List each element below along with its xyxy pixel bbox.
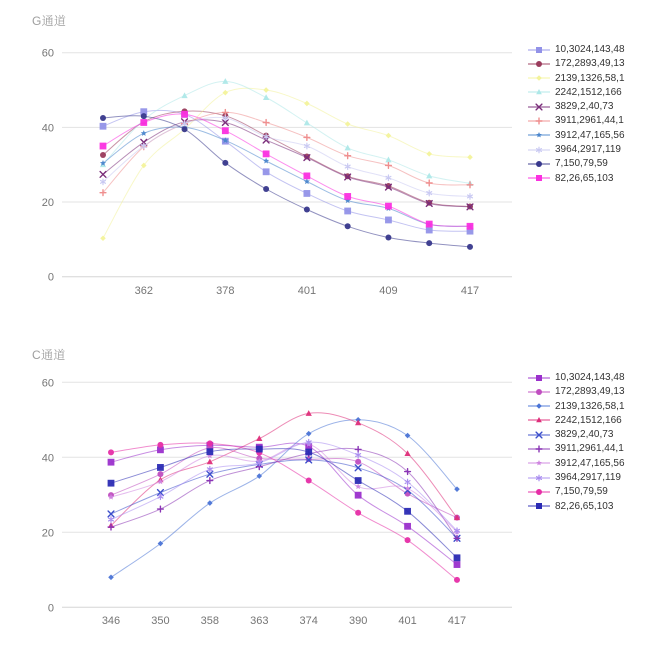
x-tick-label: 417 (447, 615, 467, 627)
legend-item[interactable] (527, 115, 653, 126)
legend-item[interactable] (527, 130, 653, 141)
legend-label: 3911,2961,44,1 (555, 443, 624, 455)
legend-label: 7,150,79,59 (555, 486, 608, 498)
x-tick-label: 401 (297, 285, 317, 297)
legend-marker-icon (527, 430, 551, 440)
legend-item[interactable] (527, 401, 653, 412)
legend-marker-icon (527, 173, 551, 183)
legend-label: 3964,2917,119 (555, 144, 621, 156)
legend-marker-icon (527, 130, 551, 140)
legend-item[interactable] (527, 73, 653, 84)
legend-label: 2139,1326,58,1 (555, 72, 625, 84)
legend-item[interactable] (527, 486, 653, 497)
legend-item[interactable] (527, 44, 653, 55)
g-channel-legend (527, 44, 653, 192)
y-tick-label: 40 (41, 452, 54, 465)
legend-marker-icon (527, 458, 551, 468)
c-channel-chart (0, 329, 653, 658)
legend-marker-icon (527, 59, 551, 69)
legend-label: 7,150,79,59 (555, 158, 608, 170)
x-tick-label: 358 (200, 615, 220, 627)
x-tick-label: 401 (398, 615, 417, 627)
y-tick-label: 20 (41, 527, 54, 540)
series-triangle-markers (100, 78, 473, 186)
legend-label: 3912,47,165,56 (555, 457, 625, 469)
y-tick-label: 60 (41, 47, 54, 60)
legend-item[interactable] (527, 429, 653, 440)
legend-item[interactable] (527, 158, 653, 169)
legend-marker-icon (527, 473, 551, 483)
legend-label: 2242,1512,166 (555, 86, 622, 98)
legend-item[interactable] (527, 458, 653, 469)
legend-marker-icon (527, 373, 551, 383)
y-tick-label: 0 (47, 271, 54, 284)
legend-label: 3829,2,40,73 (555, 101, 614, 113)
x-tick-label: 374 (299, 615, 318, 627)
g-channel-title: G通道 (32, 14, 67, 28)
legend-item[interactable] (527, 173, 653, 184)
legend-marker-icon (527, 116, 551, 126)
legend-label: 10,3024,143,48 (555, 372, 625, 383)
legend-marker-icon (527, 415, 551, 425)
legend-marker-icon (527, 387, 551, 397)
legend-label: 172,2893,49,13 (555, 58, 625, 70)
series-square-markers (100, 111, 474, 230)
c-channel-legend (527, 372, 653, 520)
legend-label: 3911,2961,44,1 (555, 115, 624, 127)
series-circle-markers (100, 108, 473, 209)
y-tick-label: 20 (41, 197, 54, 210)
x-tick-label: 378 (216, 285, 235, 297)
series-circle-markers (100, 113, 473, 250)
series-x-markers (100, 119, 473, 210)
legend-item[interactable] (527, 472, 653, 483)
x-tick-label: 363 (250, 615, 269, 627)
legend-item[interactable] (527, 87, 653, 98)
legend-marker-icon (527, 444, 551, 454)
y-tick-label: 40 (41, 122, 54, 135)
y-tick-label: 60 (41, 377, 54, 390)
legend-marker-icon (527, 501, 551, 511)
c-channel-title: C通道 (32, 348, 66, 362)
legend-marker-icon (527, 487, 551, 497)
legend-label: 3829,2,40,73 (555, 429, 614, 441)
legend-item[interactable] (527, 386, 653, 397)
x-tick-label: 417 (460, 285, 480, 297)
legend-label: 172,2893,49,13 (555, 386, 625, 398)
legend-label: 2139,1326,58,1 (555, 400, 625, 412)
x-tick-label: 350 (151, 615, 170, 627)
legend-item[interactable] (527, 443, 653, 454)
legend-marker-icon (527, 87, 551, 97)
legend-marker-icon (527, 102, 551, 112)
legend-label: 2242,1512,166 (555, 414, 622, 426)
legend-marker-icon (527, 45, 551, 55)
legend-item[interactable] (527, 501, 653, 512)
legend-item[interactable] (527, 58, 653, 69)
legend-label: 82,26,65,103 (555, 172, 614, 184)
series-star-markers (100, 124, 473, 229)
x-tick-label: 390 (348, 615, 368, 627)
legend-label: 3912,47,165,56 (555, 129, 625, 141)
legend-marker-icon (527, 145, 551, 155)
x-tick-label: 409 (379, 285, 398, 297)
legend-item[interactable] (527, 372, 653, 383)
legend-label: 82,26,65,103 (555, 500, 614, 512)
legend-item[interactable] (527, 415, 653, 426)
x-tick-label: 346 (101, 615, 121, 627)
y-tick-label: 0 (47, 602, 54, 615)
legend-marker-icon (527, 73, 551, 83)
legend-item[interactable] (527, 101, 653, 112)
x-tick-label: 362 (134, 285, 153, 297)
legend-label: 10,3024,143,48 (555, 44, 625, 55)
legend-marker-icon (527, 401, 551, 411)
legend-label: 3964,2917,119 (555, 472, 621, 484)
legend-item[interactable] (527, 144, 653, 155)
legend-marker-icon (527, 159, 551, 169)
